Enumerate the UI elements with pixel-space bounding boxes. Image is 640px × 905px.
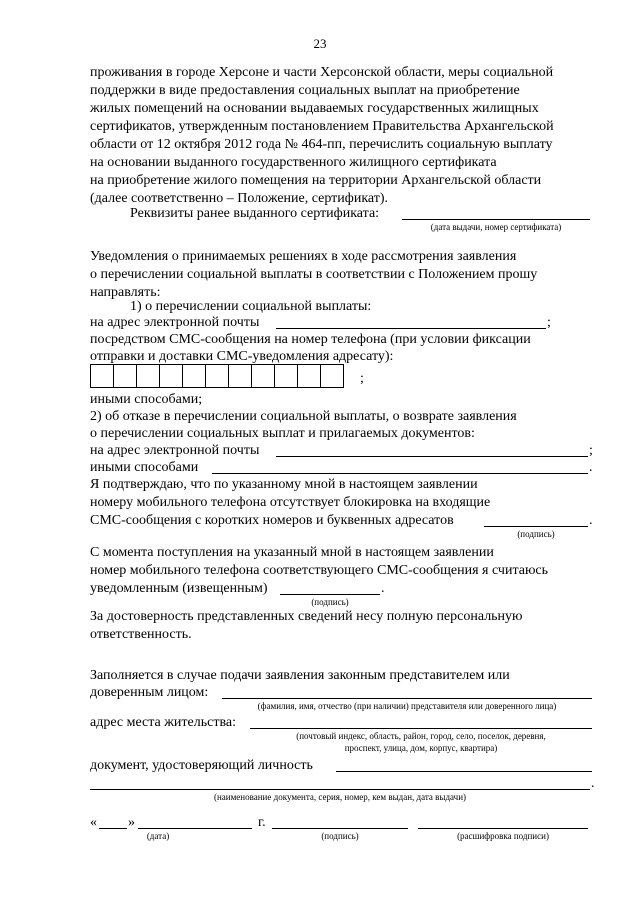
phone-digit-box[interactable] xyxy=(159,364,183,388)
signature-decode-field[interactable] xyxy=(418,828,588,829)
signature-field[interactable] xyxy=(280,594,380,595)
phone-digit-box[interactable] xyxy=(136,364,160,388)
paragraph-line: (далее соответственно – Положение, сертификат). xyxy=(90,191,389,206)
phone-digit-box[interactable] xyxy=(251,364,275,388)
phone-digit-box[interactable] xyxy=(228,364,252,388)
item-1-label: 1) о перечислении социальной выплаты: xyxy=(130,299,372,314)
open-quote: « xyxy=(90,815,97,830)
paragraph-line: Заполняется в случае подачи заявления законным представителем или xyxy=(90,668,510,683)
document-label: документ, удостоверяющий личность xyxy=(90,758,313,773)
paragraph-line: проживания в городе Херсоне и части Херсонской области, меры социальной xyxy=(90,65,554,80)
certificate-field[interactable] xyxy=(402,219,590,220)
phone-digit-box[interactable] xyxy=(182,364,206,388)
paragraph-line: о перечислении социальных выплат и прилагаемых документов: xyxy=(90,426,475,441)
address-caption: проспект, улица, дом, корпус, квартира) xyxy=(344,743,498,753)
email-field[interactable] xyxy=(276,456,588,457)
sign-caption: (подпись) xyxy=(321,831,359,841)
email-label: на адрес электронной почты xyxy=(90,443,260,458)
address-caption: (почтовый индекс, область, район, город, село, поселок, деревня, xyxy=(296,731,546,741)
paragraph-line: жилых помещений на основании выдаваемых государственных жилищных xyxy=(90,101,539,116)
trust-person-caption: (фамилия, имя, отчество (при наличии) представителя или доверенного лица) xyxy=(257,701,557,711)
close-quote: » xyxy=(128,815,135,830)
paragraph-line: 2) об отказе в перечислении социальной выплаты, о возврате заявления xyxy=(90,409,517,424)
document-field-continued[interactable] xyxy=(90,789,590,790)
month-field[interactable] xyxy=(138,828,252,829)
date-caption: (дата) xyxy=(146,831,170,841)
paragraph-line: на основании выданного государственного жилищного сертификата xyxy=(90,155,497,170)
signature-caption: (подпись) xyxy=(517,529,555,539)
paragraph-line: отправки и доставки СМС-уведомления адресату): xyxy=(90,349,394,364)
phone-number-boxes xyxy=(90,364,343,388)
punct: ; xyxy=(589,443,593,458)
paragraph-line: на приобретение жилого помещения на территории Архангельской области xyxy=(90,173,542,188)
paragraph-line: посредством СМС-сообщения на номер телефона (при условии фиксации xyxy=(90,332,531,347)
trust-label: доверенным лицом: xyxy=(90,685,209,700)
certificate-caption: (дата выдачи, номер сертификата) xyxy=(430,222,562,232)
paragraph-line: номер мобильного телефона соответствующего СМС-сообщения я считаюсь xyxy=(90,563,549,578)
year-suffix: г. xyxy=(258,815,266,830)
day-field[interactable] xyxy=(99,828,127,829)
address-label: адрес места жительства: xyxy=(90,715,236,730)
paragraph-line: С момента поступления на указанный мной в настоящем заявлении xyxy=(90,545,494,560)
phone-digit-box[interactable] xyxy=(297,364,321,388)
punct: . xyxy=(589,460,593,475)
punct: ; xyxy=(547,315,551,330)
email-label: на адрес электронной почты xyxy=(90,315,260,330)
signature-field[interactable] xyxy=(272,828,408,829)
other-methods-field[interactable] xyxy=(212,473,588,474)
email-field[interactable] xyxy=(276,328,546,329)
document-caption: (наименование документа, серия, номер, кем выдан, дата выдачи) xyxy=(213,792,467,802)
punct: ; xyxy=(360,371,364,386)
paragraph-line: направлять: xyxy=(90,285,161,300)
decode-caption: (расшифровка подписи) xyxy=(457,831,549,841)
paragraph-line: поддержки в виде предоставления социальных выплат на приобретение xyxy=(90,83,520,98)
other-methods-label: иными способами; xyxy=(90,392,203,407)
paragraph-line: номеру мобильного телефона отсутствует блокировка на входящие xyxy=(90,495,491,510)
punct: . xyxy=(381,581,385,596)
address-field[interactable] xyxy=(250,728,592,729)
certificate-label: Реквизиты ранее выданного сертификата: xyxy=(130,206,380,221)
paragraph-line: Я подтверждаю, что по указанному мной в настоящем заявлении xyxy=(90,477,478,492)
phone-digit-box[interactable] xyxy=(205,364,229,388)
signature-field[interactable] xyxy=(484,526,588,527)
phone-digit-box[interactable] xyxy=(90,364,114,388)
phone-digit-box[interactable] xyxy=(113,364,137,388)
paragraph-line: уведомленным (извещенным) xyxy=(90,581,268,596)
trust-person-field[interactable] xyxy=(222,698,592,699)
other-methods-label: иными способами xyxy=(90,460,199,475)
paragraph-line: о перечислении социальной выплаты в соответствии с Положением прошу xyxy=(90,267,538,282)
paragraph-line: сертификатов, утвержденным постановлением Правительства Архангельской xyxy=(90,119,554,134)
page-number: 23 xyxy=(313,36,327,51)
paragraph-line: ответственность. xyxy=(90,627,192,642)
phone-digit-box[interactable] xyxy=(320,364,344,388)
phone-digit-box[interactable] xyxy=(274,364,298,388)
punct: . xyxy=(589,513,593,528)
punct: . xyxy=(591,776,595,791)
paragraph-line: области от 12 октября 2012 года № 464-пп, перечислить социальную выплату xyxy=(90,137,553,152)
paragraph-line: Уведомления о принимаемых решениях в ходе рассмотрения заявления xyxy=(90,249,517,264)
paragraph-line: За достоверность представленных сведений несу полную персональную xyxy=(90,609,523,624)
signature-caption: (подпись) xyxy=(311,597,349,607)
document-field[interactable] xyxy=(336,771,592,772)
paragraph-line: СМС-сообщения с коротких номеров и буквенных адресатов xyxy=(90,513,454,528)
